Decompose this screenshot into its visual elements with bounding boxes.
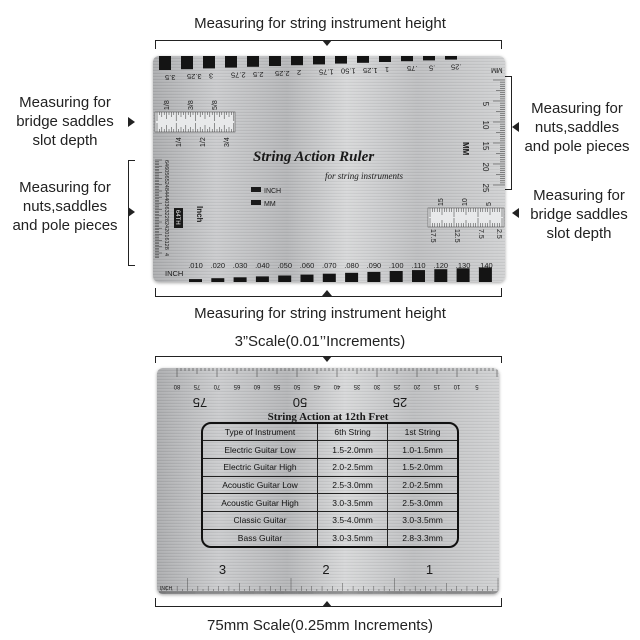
row-instrument: Electric Guitar Low	[203, 441, 318, 459]
gauge-label: .140	[478, 261, 493, 270]
right-mm-scale	[481, 80, 505, 193]
row-1st-string: 1.5-2.0mm	[388, 459, 457, 477]
slot-mm-lower-2: 12.5	[453, 229, 460, 243]
gauge-notch	[225, 56, 237, 68]
scale-number: 25	[481, 183, 490, 193]
row-instrument: Classic Guitar	[203, 511, 318, 529]
slot-inch-lower-3: 3/4	[224, 137, 231, 147]
string-action-ruler-card	[153, 56, 505, 282]
scale-number: 4	[163, 253, 169, 257]
caption-right-upper: Measuring for nuts,saddles and pole pieces	[524, 100, 630, 155]
table-header-row	[203, 424, 457, 441]
scale-number: 60	[163, 166, 169, 173]
gauge-notch	[247, 56, 259, 67]
gauge-notch	[445, 56, 457, 60]
scale-number: 40	[163, 197, 169, 204]
scale-number: 55	[273, 383, 281, 389]
gauge-label: .060	[299, 261, 315, 270]
scale-number: 35	[353, 383, 361, 389]
gauge-notch	[423, 56, 435, 60]
arrow-top-icon	[322, 40, 332, 46]
gauge-label: 3.25	[187, 72, 202, 82]
caption-left-upper: Measuring for bridge saddles slot depth	[16, 94, 114, 149]
right-scale-label: MM	[461, 142, 470, 156]
table-row	[203, 476, 457, 494]
scale-number: 44	[163, 191, 169, 198]
table-row	[203, 441, 457, 459]
table-row	[203, 459, 457, 477]
gauge-notch	[412, 270, 425, 282]
gauge-label: 1.25	[363, 65, 378, 75]
scale-number: 10	[453, 383, 461, 389]
caption-right-lower: Measuring for bridge saddles slot depth	[530, 187, 628, 242]
slot-inch-lower-1: 1/4	[176, 137, 183, 147]
row-6th-string: 2.0-2.5mm	[318, 459, 388, 477]
gauge-label: .080	[344, 261, 359, 270]
gauge-notch	[457, 268, 470, 282]
row-6th-string: 2.5-3.0mm	[318, 476, 388, 494]
scale-number: 15	[433, 383, 441, 389]
gauge-label: .040	[255, 261, 270, 270]
scale-number: 64	[163, 160, 169, 167]
gauge-notch	[211, 278, 224, 282]
gauge-label: 2.5	[253, 69, 264, 79]
top-height-gauge	[159, 56, 503, 82]
gauge-notch	[367, 272, 380, 282]
gauge-label: 3.5	[165, 73, 176, 82]
gauge-notch	[390, 271, 403, 282]
arrow-left-lower-icon	[128, 207, 135, 217]
row-6th-string: 3.5-4.0mm	[318, 511, 388, 529]
row-1st-string: 3.0-3.5mm	[388, 511, 457, 529]
scale-number: 56	[163, 172, 169, 179]
gauge-notch	[234, 277, 247, 282]
slot-inch-upper-3: 5/8	[212, 100, 219, 110]
row-1st-string: 2.5-3.0mm	[388, 494, 457, 512]
scale-number: 48	[163, 184, 169, 191]
scale-number: 75	[193, 383, 201, 389]
gauge-notch	[379, 56, 391, 62]
scale-number: 52	[163, 178, 169, 185]
gauge-notch	[256, 276, 269, 282]
caption-scale-inch: 3”Scale(0.01’’Increments)	[234, 333, 406, 350]
arrow-right-lower-icon	[512, 208, 519, 218]
row-instrument: Electric Guitar High	[203, 459, 318, 477]
arrow-left-upper-icon	[128, 117, 135, 127]
legend-mm-swatch	[251, 200, 261, 205]
scale-number: 12	[163, 240, 169, 247]
gauge-label: .110	[411, 261, 426, 270]
slot-inch-upper-2: 3/8	[188, 100, 195, 110]
row-instrument: Acoustic Guitar Low	[203, 476, 318, 494]
scale-number: 40	[333, 383, 341, 389]
scale-major-number: 25	[392, 395, 408, 410]
fret-table-title: String Action at 12th Fret	[267, 411, 389, 423]
gauge-notch	[301, 275, 314, 282]
arrow-scale-mm-icon	[322, 601, 332, 607]
scale-number: 24	[163, 222, 169, 229]
scale-number: 60	[253, 383, 261, 389]
gauge-notch	[434, 269, 447, 282]
gauge-label: 1.50	[341, 66, 356, 76]
table-row	[203, 494, 457, 512]
gauge-label: .010	[188, 261, 203, 270]
slot-mm-upper-3: 5	[486, 202, 493, 206]
legend-inch-swatch	[251, 187, 261, 192]
gauge-label-unit: INCH	[165, 269, 184, 278]
gauge-label: 3	[209, 71, 214, 81]
gauge-label: .020	[210, 261, 226, 270]
scale-number: 28	[163, 215, 169, 222]
action-table-grid	[203, 424, 457, 546]
header-6th-string: 6th String	[318, 424, 388, 441]
scale-major-number: 3	[218, 562, 227, 577]
scale-number: 8	[163, 246, 169, 250]
gauge-label: 2.75	[231, 70, 246, 80]
gauge-label: 2	[297, 68, 302, 78]
card1-artwork	[153, 56, 505, 282]
gauge-label: 1.75	[319, 67, 334, 77]
gauge-notch	[345, 273, 358, 282]
slot-mm-lower-1: 17.5	[429, 229, 436, 243]
gauge-label: 1	[385, 65, 390, 74]
scale-number: 70	[213, 383, 221, 389]
header-instrument: Type of Instrument	[203, 424, 318, 441]
scale-major-number: 1	[425, 562, 434, 577]
gauge-notch	[278, 276, 291, 283]
row-instrument: Acoustic Guitar High	[203, 494, 318, 512]
slot-mm-lower-3: 7.5	[477, 229, 484, 239]
row-1st-string: 2.8-3.3mm	[388, 529, 457, 546]
row-1st-string: 1.0-1.5mm	[388, 441, 457, 459]
row-instrument: Bass Guitar	[203, 529, 318, 546]
scale-major-number: 2	[322, 562, 330, 577]
scale-number: 10	[481, 120, 490, 130]
gauge-label: .100	[388, 261, 404, 270]
ruler-title: String Action Ruler	[253, 149, 375, 165]
row-6th-string: 1.5-2.0mm	[318, 441, 388, 459]
gauge-notch	[159, 56, 171, 70]
action-table	[201, 422, 459, 548]
left-scale-label: Inch	[195, 206, 204, 223]
action-12th-fret-card	[157, 368, 499, 594]
gauge-label: .090	[366, 261, 382, 270]
gauge-label: .050	[277, 261, 293, 270]
gauge-label: .75	[407, 64, 418, 74]
gauge-notch	[323, 274, 336, 282]
scale-number: 15	[481, 141, 490, 151]
legend-mm: MM	[264, 201, 276, 208]
scale-number: 45	[313, 383, 321, 389]
scale-number: 30	[373, 383, 381, 389]
scale-number: 5	[475, 383, 479, 389]
gauge-notch	[181, 56, 193, 69]
row-6th-string: 3.0-3.5mm	[318, 529, 388, 546]
left-scale-badge: 64TH	[174, 210, 180, 225]
gauge-label-unit: MM	[491, 66, 503, 73]
caption-top: Measuring for string instrument height	[194, 15, 446, 32]
scale-major-number: 50	[292, 395, 308, 410]
gauge-notch	[269, 56, 281, 66]
scale-number: 20	[163, 228, 169, 235]
caption-scale-mm: 75mm Scale(0.25mm Increments)	[207, 617, 433, 634]
legend-inch: INCH	[264, 188, 282, 195]
gauge-label: .130	[455, 261, 471, 270]
scale-number: 16	[163, 234, 169, 241]
table-row	[203, 511, 457, 529]
table-row	[203, 529, 457, 546]
arrow-scale-inch-icon	[322, 356, 332, 362]
gauge-notch	[357, 56, 369, 63]
gauge-label: 2.25	[275, 69, 290, 78]
slot-mm-lower-4: 2.5	[495, 229, 502, 239]
caption-bottom-card1: Measuring for string instrument height	[194, 305, 446, 322]
inch-scale-label: INCH	[160, 586, 173, 592]
gauge-notch	[189, 279, 202, 282]
left-inch-scale	[155, 160, 169, 258]
scale-number: 50	[293, 383, 301, 389]
scale-number: 65	[233, 383, 241, 389]
scale-number: 32	[163, 209, 169, 216]
scale-number: 20	[413, 383, 421, 389]
scale-number: 5	[481, 101, 490, 107]
slot-depth-ruler-inch	[155, 112, 235, 132]
gauge-label: .070	[321, 261, 337, 270]
slot-mm-upper-2: 10	[462, 198, 469, 206]
row-6th-string: 3.0-3.5mm	[318, 494, 388, 512]
gauge-label: .5	[429, 63, 436, 73]
slot-inch-lower-2: 1/2	[200, 137, 207, 147]
bottom-height-gauge	[165, 261, 493, 282]
scale-number: 20	[481, 162, 490, 172]
mm-scale-top	[173, 368, 497, 410]
slot-mm-upper-1: 15	[438, 198, 445, 206]
gauge-notch	[335, 56, 347, 64]
gauge-notch	[313, 56, 325, 64]
gauge-label: .25	[451, 62, 462, 72]
header-1st-string: 1st String	[388, 424, 457, 441]
scale-number: 36	[163, 203, 169, 210]
row-1st-string: 2.0-2.5mm	[388, 476, 457, 494]
bracket-right-upper	[505, 76, 512, 190]
gauge-notch	[291, 56, 303, 65]
caption-left-lower: Measuring for nuts,saddles and pole pieces	[12, 179, 118, 234]
scale-number: 80	[173, 383, 181, 389]
ruler-subtitle: for string instruments	[325, 171, 404, 181]
gauge-notch	[203, 56, 215, 68]
scale-major-number: 75	[192, 395, 208, 410]
inch-scale-bottom	[160, 562, 498, 594]
gauge-label: .120	[433, 261, 449, 270]
arrow-bottom-card1-icon	[322, 290, 332, 296]
gauge-label: .030	[232, 261, 248, 270]
slot-inch-upper-1: 1/8	[164, 100, 171, 110]
gauge-notch	[401, 56, 413, 61]
scale-number: 25	[393, 383, 401, 389]
